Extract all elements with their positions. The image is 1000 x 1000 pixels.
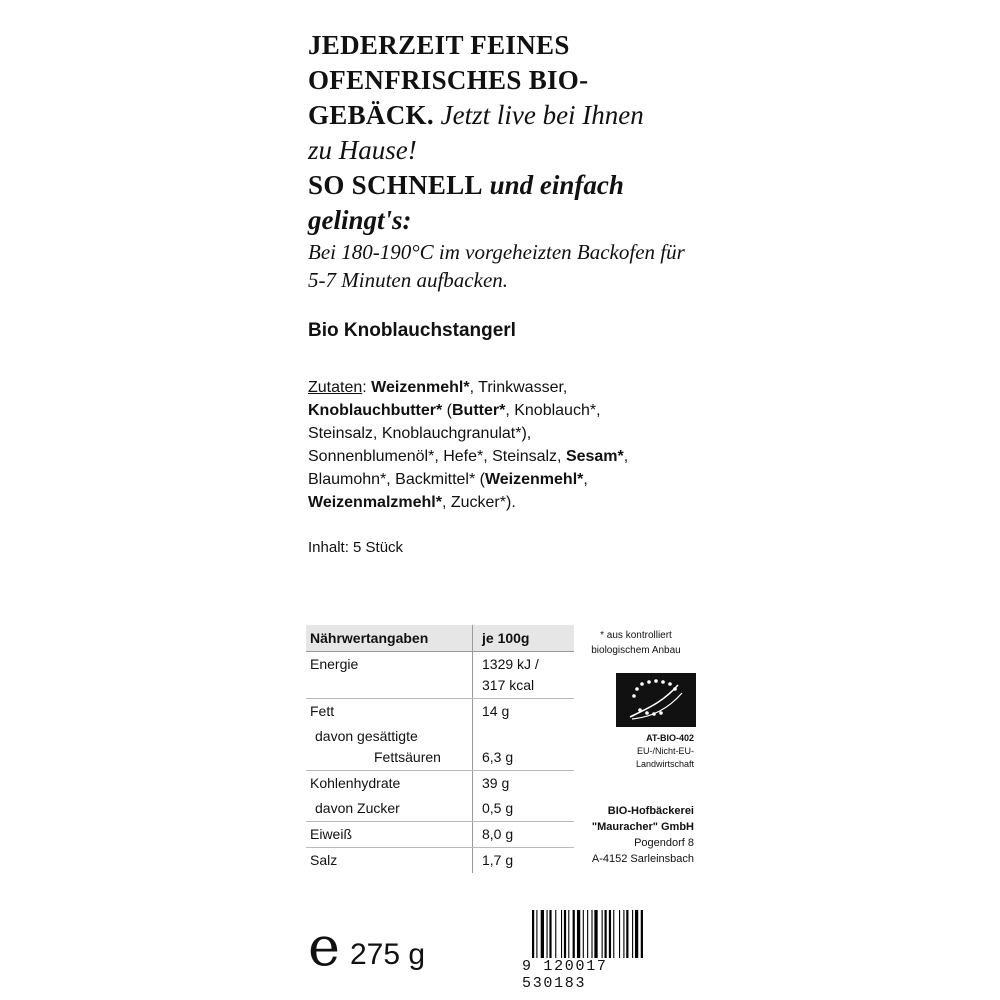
ingredient-bold: Sesam*: [565, 448, 624, 465]
estimated-sign: e: [308, 915, 340, 978]
nutrition-label: Eiweiß: [306, 822, 473, 848]
nutrition-table: [306, 625, 574, 873]
nutrition-label: davon Zucker: [306, 796, 473, 822]
instruction-line-1: Bei 180-190°C im vorgeheizten Backofen für: [308, 240, 685, 264]
origin-line-2: Landwirtschaft: [635, 759, 694, 769]
ingredient-text: ,: [583, 471, 588, 488]
nutrition-label: [306, 724, 473, 771]
nutrition-value: 1,7 g: [473, 848, 575, 874]
ingredients-label: Zutaten: [308, 379, 363, 396]
headline-line-1: JEDERZEIT FEINES: [308, 30, 570, 60]
organic-note-line-2: biologischem Anbau: [591, 645, 681, 656]
ingredients-line-2: [308, 399, 678, 422]
ingredient-text: (: [442, 402, 452, 419]
manufacturer-city: A-4152 Sarleinsbach: [591, 853, 694, 865]
instruction-line-2: 5-7 Minuten aufbacken.: [308, 268, 509, 292]
nutrition-value: 8,0 g: [473, 822, 575, 848]
nutrition-value: 14 g: [473, 699, 575, 725]
ingredient-bold: Butter*: [452, 402, 506, 419]
ingredients-colon: :: [362, 379, 372, 396]
ingredients-line-4: [308, 445, 678, 468]
ingredient-text: ,: [623, 448, 629, 465]
nutrition-header-label: Nährwertangaben: [306, 625, 473, 652]
saturated-value: 6,3 g: [482, 749, 514, 765]
saturated-line-1: davon gesättigte: [315, 728, 418, 744]
ingredient-text: Blaumohn*, Backmittel* (: [308, 471, 485, 488]
ingredient-text: , Trinkwasser,: [469, 379, 568, 396]
headline-line-5-bold: SO SCHNELL: [308, 170, 483, 200]
energy-kj: 1329 kJ /: [482, 656, 539, 672]
nutrition-label: Salz: [310, 852, 338, 868]
origin-line-1: EU-/Nicht-EU-: [636, 746, 694, 756]
headline-line-2: OFENFRISCHES BIO-: [308, 65, 589, 95]
nutrition-row-protein: [306, 822, 574, 848]
saturated-line-2: Fettsäuren: [374, 749, 441, 765]
manufacturer-street: Pogendorf 8: [634, 837, 694, 849]
ingredient-bold: Weizenmalzmehl*: [308, 494, 442, 511]
nutrition-header-row: [306, 625, 574, 652]
ingredient-text: , Knoblauch*,: [505, 402, 601, 419]
manufacturer-address: [560, 803, 694, 867]
nutrition-value: [473, 652, 575, 699]
headline-line-4: zu Hause!: [308, 135, 417, 165]
headline: [308, 28, 728, 294]
manufacturer-company: "Mauracher" GmbH: [591, 821, 694, 833]
control-code-value: AT-BIO-402: [646, 733, 694, 743]
nutrition-row-salt: [306, 848, 574, 874]
headline-line-5-italic: und einfach: [482, 170, 624, 200]
ingredient-text: Sonnenblumenöl*, Hefe*, Steinsalz,: [308, 448, 566, 465]
nutrition-row-saturated: [306, 724, 574, 771]
ingredients-line-1: [308, 376, 678, 399]
ingredients-line-5: [308, 468, 678, 491]
nutrition-label: Kohlenhydrate: [310, 775, 401, 791]
nutrition-row-energy: [306, 652, 574, 699]
nutrition-row-fat: [306, 699, 574, 725]
nutrition-row-sugar: [306, 796, 574, 822]
ingredients-line-6: [308, 491, 678, 514]
headline-line-5: [308, 168, 728, 203]
organic-note-line-1: * aus kontrolliert: [600, 630, 672, 641]
headline-line-3-bold: GEBÄCK.: [308, 100, 434, 130]
nutrition-row-carbs: [306, 771, 574, 797]
nutrition-value: 0,5 g: [473, 796, 575, 822]
ingredients-line-3: Steinsalz, Knoblauchgranulat*),: [308, 425, 532, 442]
barcode-number: 9 120017 530183: [522, 958, 682, 992]
ingredient-bold: Weizenmehl*: [484, 471, 584, 488]
nutrition-label: Fett: [310, 703, 335, 719]
nutrition-header-value: je 100g: [473, 625, 575, 652]
headline-line-3-italic: Jetzt live bei Ihnen: [433, 100, 644, 130]
ingredients: [308, 376, 678, 514]
net-weight: 275 g: [350, 938, 426, 971]
ingredient-bold: Weizenmehl*: [371, 379, 470, 396]
nutrition-value: [473, 724, 575, 771]
nutrition-label: Energie: [306, 652, 473, 699]
product-title: Bio Knoblauchstangerl: [308, 320, 516, 341]
content-quantity: Inhalt: 5 Stück: [308, 539, 404, 556]
ingredient-bold: Knoblauchbutter*: [308, 402, 443, 419]
control-code: [578, 732, 694, 771]
nutrition-value: 39 g: [473, 771, 575, 797]
manufacturer-name: BIO-Hofbäckerei: [607, 805, 694, 817]
headline-line-6: gelingt's:: [308, 205, 412, 235]
organic-note: [578, 628, 694, 658]
energy-kcal: 317 kcal: [482, 677, 535, 693]
eu-organic-logo-icon: [616, 673, 696, 727]
ingredient-text: , Zucker*).: [441, 494, 516, 511]
headline-line-3: [308, 98, 728, 133]
